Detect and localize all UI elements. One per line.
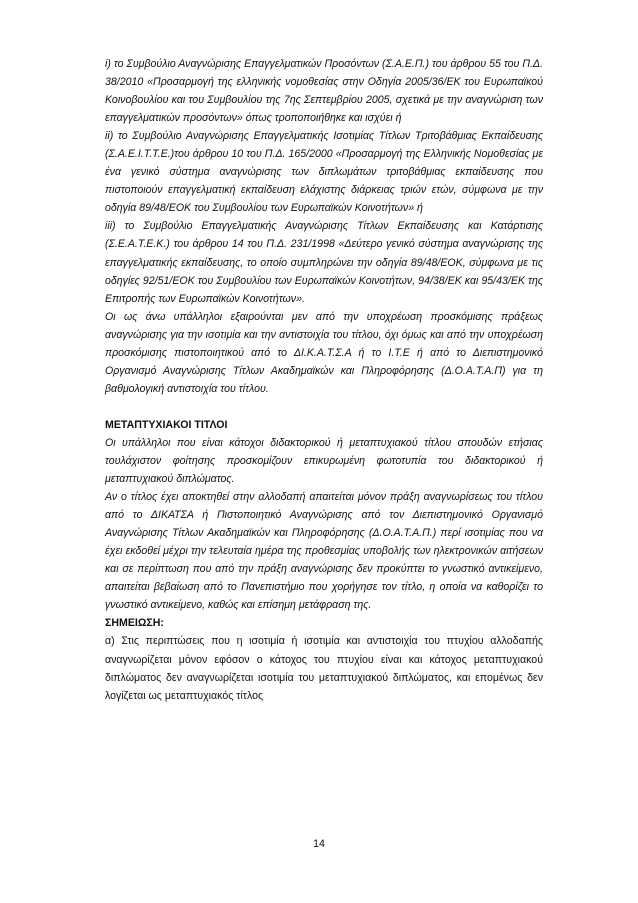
- note-paragraph: α) Στις περιπτώσεις που η ισοτιμία ή ισοτιμία και αντιστοιχία του πτυχίου αλλοδαπής αναγνωρίζεται μόνον εφόσον ο κάτοχος του πτυχίου είναι και κάτοχος μεταπτυχιακού διπλώματος δεν αναγνωρίζεται ισοτιμία του μεταπτυχιακού διπλώματος, και επομένως δεν λογίζεται ως μεταπτυχιακός τίτλος: [105, 635, 543, 702]
- page-number: 14: [313, 838, 325, 850]
- paragraph-exemption: Οι ως άνω υπάλληλοι εξαιρούνται μεν από την υποχρέωση προσκόμισης πράξεως αναγνώρισης για την ισοτιμία και την αντιστοιχία του τίτλου, όχι όμως και από την υποχρέωση προσκόμισης πιστοποιητικού από το ΔΙ.Κ.Α.Τ.Σ.Α ή το Ι.Τ.Ε ή από το Διεπιστημονικό Οργανισμό Αναγνώρισης Τίτλων Ακαδημαϊκών και Πληροφόρησης (Δ.Ο.Α.Τ.Α.Π) για τη βαθμολογική αντιστοιχία του τίτλου.: [105, 310, 543, 395]
- paragraph-council-i: i) το Συμβούλιο Αναγνώρισης Επαγγελματικών Προσόντων (Σ.Α.Ε.Π.) του άρθρου 55 του Π.Δ. 38/2010 «Προσαρμογή της ελληνικής νομοθεσίας στην Οδηγία 2005/36/ΕΚ του Ευρωπαϊκού Κοινοβουλίου και του Συμβουλίου της 7ης Σεπτεμβρίου 2005, σχετικά με την αναγνώριση των επαγγελματικών προσόντων» όπως τροποποιήθηκε και ισχύει ή: [105, 58, 543, 125]
- page-content: [105, 55, 543, 705]
- paragraph-council-iii: iii) το Συμβούλιο Επαγγελματικής Αναγνώρισης Τίτλων Εκπαίδευσης και Κατάρτισης (Σ.Ε.Α.Τ.Ε.Κ.) του άρθρου 14 του Π.Δ. 231/1998 «Δεύτερο γενικό σύστημα αναγνώρισης της επαγγελματικής εκπαίδευσης, το οποίο συμπληρώνει την οδηγία 89/48/ΕΟΚ, σύμφωνα με τις οδηγίες 92/51/ΕΟΚ του Συμβουλίου των Ευρωπαϊκών Κοινοτήτων, 94/38/ΕΚ και 95/43/ΕΚ της Επιτροπής των Ευρωπαϊκών Κοινοτήτων».: [105, 220, 543, 305]
- section-heading-postgraduate: ΜΕΤΑΠΤΥΧΙΑΚΟΙ ΤΙΤΛΟΙ: [105, 418, 228, 431]
- note-heading: ΣΗΜΕΙΩΣΗ:: [105, 617, 164, 630]
- paragraph-council-ii: ii) το Συμβούλιο Αναγνώρισης Επαγγελματικής Ισοτιμίας Τίτλων Τριτοβάθμιας Εκπαίδευσης (Σ.Α.Ε.Ι.Τ.Τ.Ε.)του άρθρου 10 του Π.Δ. 165/2000 «Προσαρμογή της Ελληνικής Νομοθεσίας με ένα γενικό σύστημα αναγνώρισης των διπλωμάτων τριτοβάθμιας εκπαίδευσης που πιστοποιούν επαγγελματική εκπαίδευση ελάχιστης διάρκειας τριών ετών, σύμφωνα με την οδηγία 89/48/ΕΟΚ του Συμβουλίου των Ευρωπαϊκών Κοινοτήτων» ή: [105, 130, 543, 215]
- paragraph-postgraduate-holders: Οι υπάλληλοι που είναι κάτοχοι διδακτορικού ή μεταπτυχιακού τίτλου σπουδών ετήσιας τουλάχιστον φοίτησης προσκομίζουν επικυρωμένη φωτοτυπία του διδακτορικού ή μεταπτυχιακού διπλώματος.: [105, 436, 543, 486]
- spacer: [105, 398, 543, 406]
- paragraph-foreign-title: Αν ο τίτλος έχει αποκτηθεί στην αλλοδαπή απαιτείται μόνον πράξη αναγνωρίσεως του τίτλου από το ΔΙΚΑΤΣΑ ή Πιστοποιητικό Αναγνώρισης από τον Διεπιστημονικό Οργανισμό Αναγνώρισης Τίτλων Ακαδημαϊκών και Πληροφόρησης (Δ.Ο.Α.Τ.Α.Π.) περί ισοτιμίας που να έχει εκδοθεί μέχρι την τελευταία ημέρα της προθεσμίας υποβολής των ηλεκτρονικών αιτήσεων και σε περίπτωση που από την πράξη αναγνώρισης δεν προκύπτει το γνωστικό αντικείμενο, απαιτείται βεβαίωση από το Πανεπιστήμιο που χορήγησε τον τίτλο, η οποία να καθορίζει το γνωστικό αντικείμενο, καθώς και επίσημη μετάφραση της.: [105, 491, 543, 612]
